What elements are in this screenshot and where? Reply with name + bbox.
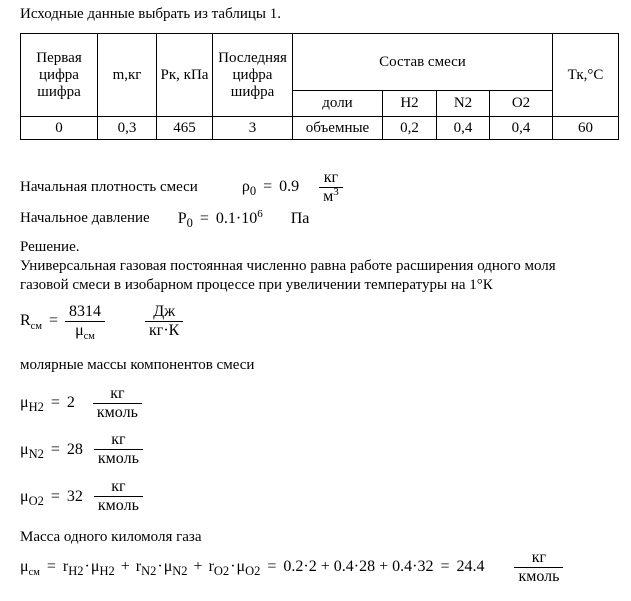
solution-paragraph-line-2: газовой смеси в изобарном процессе при увеличении температуры на 1°К (20, 276, 493, 293)
mu-n2-unit-fraction (94, 431, 143, 468)
cell-pk: 465 (157, 117, 213, 140)
mix-unit-denominator: кмоль (514, 567, 563, 586)
header-last-digit: Последняя цифра шифра (213, 34, 293, 117)
r-unit-fraction (145, 303, 183, 340)
header-h2: H2 (383, 91, 437, 117)
mix-lhs-symbol: $\mu_{см}$ (20, 558, 40, 579)
mu-n2-subscript: N2 (28, 447, 44, 462)
cell-fraction-type: объемные (293, 117, 383, 140)
mix-mu-o2-subscript: O2 (245, 564, 261, 579)
r-denominator: $\mu_{см}$ (65, 321, 105, 340)
mix-term-n2: $r_{N2}\cdot\mu_{N2}$ (135, 558, 188, 579)
mu-n2-unit-denominator: кмоль (94, 449, 143, 468)
r-subscript: см (30, 321, 42, 333)
mix-plus-1: + (120, 558, 130, 576)
mix-r-h2-subscript: H2 (68, 564, 84, 579)
mix-result: 24.4 (456, 558, 485, 576)
mu-h2-unit-numerator: кг (110, 384, 125, 402)
mix-r-o2-subscript: O2 (213, 564, 230, 579)
mu-o2-value: 32 (66, 487, 83, 505)
density-unit-exponent: 3 (333, 185, 339, 198)
pressure-label: Начальное давление (20, 210, 150, 227)
pressure-equals: = (199, 209, 209, 227)
mix-term-o2: $r_{O2}\cdot\mu_{O2}$ (208, 558, 261, 579)
density-row (20, 169, 623, 206)
header-n2: N2 (437, 91, 490, 117)
mu-h2-symbol: $\mu_{H2}$ (20, 394, 44, 415)
cell-tk: 60 (553, 117, 619, 140)
table-header-row-1 (21, 34, 619, 91)
molar-masses-intro: молярные массы компонентов смеси (20, 356, 255, 373)
pressure-symbol: $P_0$ (177, 209, 193, 230)
r-numerator: 8314 (69, 302, 102, 320)
table-data-row (21, 117, 619, 140)
mix-term-h2: $r_{H2}\cdot\mu_{H2}$ (62, 558, 115, 579)
pressure-subscript: 0 (186, 216, 193, 230)
header-mass: m,кг (98, 34, 157, 117)
mix-dot-o2: · (230, 558, 236, 576)
mu-o2-subscript: O2 (28, 493, 44, 508)
mix-unit-numerator: кг (531, 549, 547, 567)
cell-mass: 0,3 (98, 117, 157, 140)
mu-n2-symbol: $\mu_{N2}$ (20, 440, 44, 462)
mu-n2-formula (20, 431, 623, 468)
mix-unit-fraction (514, 549, 563, 586)
density-unit-numerator: кг (323, 169, 339, 186)
r-unit-denominator: кг·К (145, 321, 183, 340)
solution-paragraph-line-1: Универсальная газовая постоянная численно равна работе расширения одного моля (20, 257, 556, 274)
density-label: Начальная плотность смеси (20, 178, 198, 195)
mix-mu-n2-subscript: N2 (172, 564, 188, 579)
mu-o2-unit-numerator: кг (111, 478, 126, 496)
cell-first-digit: 0 (21, 117, 98, 140)
solution-heading: Решение. (20, 238, 80, 255)
header-pk: Рк, кПа (157, 34, 213, 117)
mix-lhs-subscript: см (28, 567, 40, 579)
mass-heading: Масса одного киломоля газа (20, 529, 202, 546)
mix-mu-h2-subscript: H2 (99, 564, 115, 579)
density-value: 0.9 (279, 178, 300, 196)
mu-h2-equals: = (50, 394, 60, 412)
pressure-row (20, 207, 623, 230)
r-equals: = (48, 312, 59, 330)
mix-calculation: 0.2·2 + 0.4·28 + 0.4·32 (283, 558, 434, 576)
pressure-exponent: 6 (257, 207, 263, 220)
mix-equals-2: = (267, 558, 277, 576)
intro-text: Исходные данные выбрать из таблицы 1. (20, 6, 281, 22)
mu-n2-value: 28 (66, 440, 83, 458)
mu-h2-unit-fraction (93, 385, 142, 422)
mix-equals-1: = (46, 558, 56, 576)
header-first-digit: Первая цифра шифра (21, 34, 98, 117)
cell-last-digit: 3 (213, 117, 293, 140)
density-subscript: 0 (249, 184, 257, 199)
mu-h2-formula (20, 385, 623, 422)
gas-constant-formula (20, 303, 623, 340)
r-denominator-subscript: см (83, 330, 95, 342)
mu-o2-formula (20, 478, 623, 515)
density-unit-denominator: $м^3$ (319, 187, 343, 206)
cell-h2: 0,2 (383, 117, 437, 140)
mu-o2-unit-denominator: кмоль (94, 496, 143, 515)
mu-o2-unit-fraction (94, 478, 143, 515)
mu-n2-unit-numerator: кг (111, 431, 126, 449)
mix-r-n2-subscript: N2 (141, 564, 157, 579)
mu-h2-value: 2 (66, 394, 75, 412)
density-equals: = (263, 178, 273, 196)
header-tk: Тк,°С (553, 34, 619, 117)
mu-h2-unit-denominator: кмоль (93, 403, 142, 422)
mix-dot-n2: · (157, 558, 163, 576)
header-o2: O2 (490, 91, 553, 117)
mu-o2-symbol: $\mu_{O2}$ (20, 487, 44, 508)
header-fractions: доли (293, 91, 383, 117)
cell-o2: 0,4 (490, 117, 553, 140)
header-mixture-composition: Состав смеси (293, 34, 553, 91)
pressure-unit: Па (290, 209, 310, 227)
density-unit-fraction (319, 169, 343, 206)
source-data-table (20, 33, 619, 140)
pressure-value: $0.1\cdot 10^6$ (215, 207, 263, 227)
mix-dot-h2: · (84, 558, 90, 576)
r-unit-numerator: Дж (153, 302, 176, 320)
mu-n2-equals: = (50, 440, 60, 458)
r-symbol: $R_{см}$ (20, 312, 42, 333)
density-symbol: $\rho_0$ (241, 178, 257, 199)
mix-plus-2: + (193, 558, 203, 576)
mu-o2-equals: = (50, 487, 60, 505)
r-value-fraction (65, 303, 105, 340)
mixture-molar-formula (20, 549, 623, 586)
mu-h2-subscript: H2 (28, 400, 44, 415)
cell-n2: 0,4 (437, 117, 490, 140)
mix-equals-3: = (440, 558, 450, 576)
